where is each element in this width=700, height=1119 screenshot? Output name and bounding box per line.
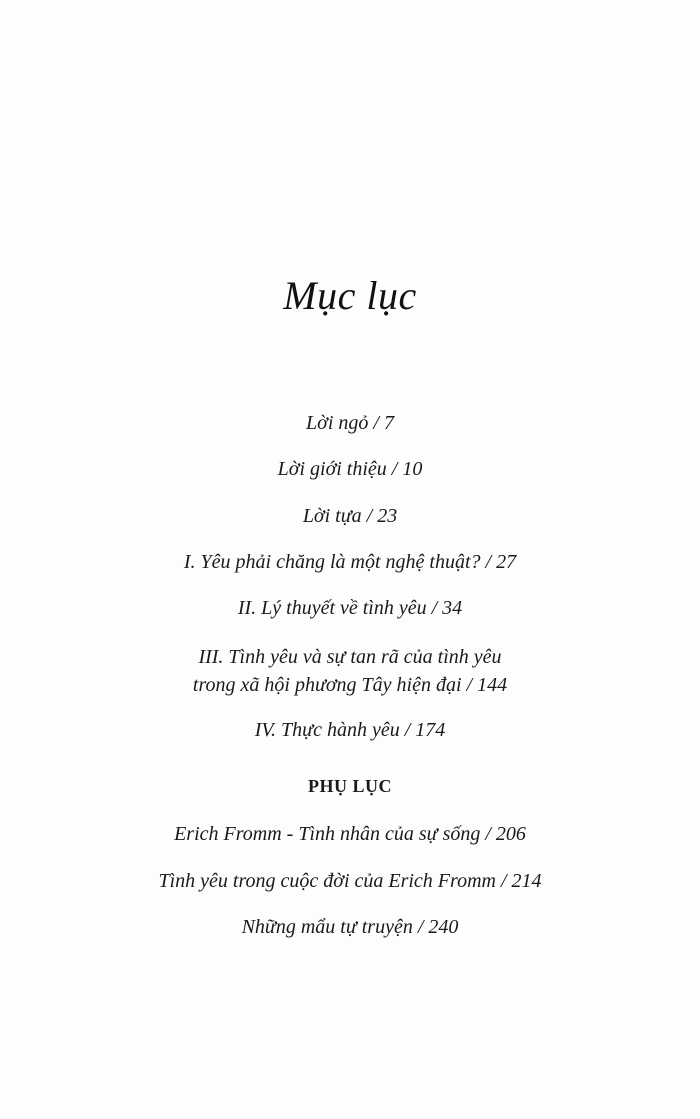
- toc-entry-text: Erich Fromm - Tình nhân của sự sống / 206: [174, 823, 526, 845]
- toc-entry-foreword[interactable]: [0, 409, 700, 437]
- toc-entry-chapter-2[interactable]: [0, 594, 700, 622]
- toc-entry-appendix-2[interactable]: [0, 867, 700, 895]
- toc-entry-text: Lời tựa / 23: [302, 505, 398, 527]
- page-title: Mục lục: [283, 273, 417, 318]
- toc-entry-appendix-1[interactable]: [0, 820, 700, 848]
- toc-entry-text: Những mẩu tự truyện / 240: [241, 916, 459, 938]
- toc-entry-text: III. Tình yêu và sự tan rã của tình yêu: [198, 646, 502, 668]
- appendix-heading: PHỤ LỤC: [308, 776, 392, 796]
- toc-entry-text: IV. Thực hành yêu / 174: [254, 719, 446, 741]
- toc-entry-text: Lời giới thiệu / 10: [277, 458, 423, 480]
- toc-entry-text: I. Yêu phải chăng là một nghệ thuật? / 27: [183, 551, 517, 573]
- toc-entry-preface[interactable]: [0, 502, 700, 530]
- toc-entry-introduction[interactable]: [0, 455, 700, 483]
- toc-entry-chapter-3[interactable]: [0, 643, 700, 699]
- toc-entry-text: Tình yêu trong cuộc đời của Erich Fromm / 214: [158, 870, 542, 892]
- toc-entry-appendix-3[interactable]: [0, 913, 700, 941]
- toc-entry-text: Lời ngỏ / 7: [306, 412, 394, 434]
- toc-entry-chapter-4[interactable]: [0, 716, 700, 744]
- toc-entry-text: II. Lý thuyết về tình yêu / 34: [237, 597, 463, 619]
- toc-entry-chapter-1[interactable]: [0, 548, 700, 576]
- toc-entry-text-continued: trong xã hội phương Tây hiện đại / 144: [192, 674, 508, 696]
